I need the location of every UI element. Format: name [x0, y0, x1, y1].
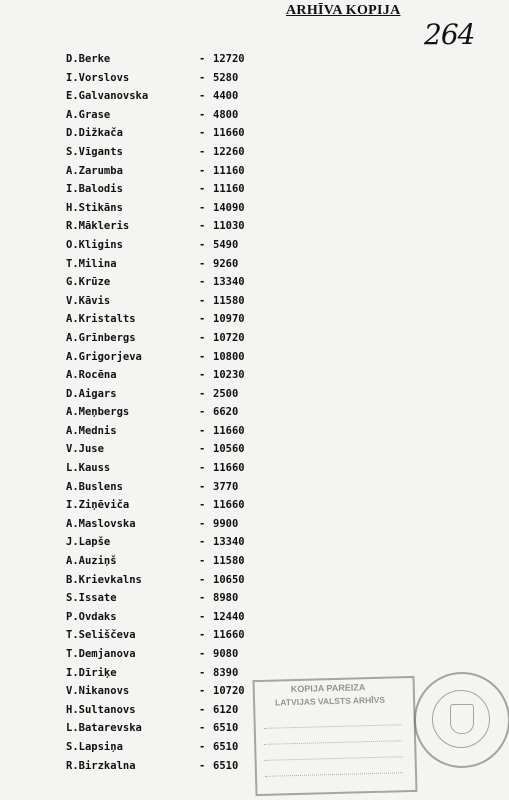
entry-amount: 14090	[213, 201, 245, 214]
entry-name: A.Grīnbergs	[66, 331, 136, 344]
entry-name: I.Balodis	[66, 183, 123, 196]
list-item	[66, 701, 266, 720]
entry-amount: 9260	[213, 257, 239, 270]
entry-amount: 13340	[213, 536, 245, 549]
list-item	[66, 87, 266, 106]
entry-dash: -	[199, 666, 206, 679]
entry-dash: -	[199, 573, 206, 586]
entry-dash: -	[199, 350, 206, 363]
entry-amount: 6510	[213, 740, 239, 753]
entry-dash: -	[199, 480, 206, 493]
entry-dash: -	[199, 555, 206, 568]
list-item	[66, 515, 266, 534]
entry-name: A.Grase	[66, 108, 111, 121]
entry-dash: -	[199, 592, 206, 605]
entry-amount: 12440	[213, 610, 245, 623]
entry-dash: -	[199, 331, 206, 344]
entry-name: V.Juse	[66, 443, 104, 456]
list-item	[66, 69, 266, 88]
list-item	[66, 496, 266, 515]
entry-dash: -	[199, 499, 206, 512]
list-item	[66, 682, 266, 701]
entry-amount: 11160	[213, 183, 245, 196]
stamp-field-line	[264, 714, 402, 729]
entry-amount: 10720	[213, 685, 245, 698]
round-seal-stamp	[414, 672, 509, 768]
list-item	[66, 50, 266, 69]
entry-name: D.Berke	[66, 53, 111, 65]
entry-name: D.Aigars	[66, 387, 117, 400]
seal-crest-icon	[450, 704, 474, 734]
entry-name: A.Mednis	[66, 424, 117, 437]
list-item	[66, 589, 266, 608]
entry-dash: -	[199, 629, 206, 642]
entry-dash: -	[199, 406, 206, 419]
entry-dash: -	[199, 276, 206, 289]
name-amount-list	[66, 50, 266, 775]
stamp-field-line	[265, 762, 403, 777]
list-item	[66, 533, 266, 552]
entry-name: S.Lapsiņa	[66, 740, 123, 753]
stamp-field-line	[264, 730, 402, 745]
entry-name: A.Maslovska	[66, 517, 136, 530]
list-item	[66, 440, 266, 459]
entry-dash: -	[199, 294, 206, 307]
entry-name: I.Vorslovs	[66, 71, 130, 84]
list-item	[66, 217, 266, 236]
entry-dash: -	[199, 722, 206, 735]
entry-amount: 11160	[213, 164, 245, 177]
stamp-line-archive-name: LATVIJAS VALSTS ARHĪVS	[274, 694, 386, 708]
entry-dash: -	[199, 369, 206, 382]
entry-amount: 4800	[213, 108, 239, 121]
entry-dash: -	[199, 313, 206, 326]
entry-name: R.Birzkalna	[66, 759, 136, 772]
entry-amount: 6120	[213, 703, 239, 716]
entry-name: T.Seliščeva	[66, 629, 136, 642]
entry-name: A.Meņbergs	[66, 406, 130, 419]
list-item	[66, 626, 266, 645]
list-item	[66, 162, 266, 181]
entry-name: I.Dīriķe	[66, 666, 117, 679]
list-item	[66, 329, 266, 348]
list-item	[66, 608, 266, 627]
entry-amount: 10800	[213, 350, 245, 363]
list-item	[66, 143, 266, 162]
entry-dash: -	[199, 387, 206, 400]
entry-dash: -	[199, 536, 206, 549]
entry-amount: 10560	[213, 443, 245, 456]
entry-dash: -	[199, 759, 206, 772]
entry-dash: -	[199, 610, 206, 623]
entry-name: A.Rocēna	[66, 369, 117, 382]
entry-amount: 10230	[213, 369, 245, 382]
entry-amount: 11660	[213, 462, 245, 475]
entry-name: G.Krūze	[66, 276, 111, 289]
list-item	[66, 273, 266, 292]
entry-amount: 11660	[213, 127, 245, 140]
list-item	[66, 366, 266, 385]
entry-name: A.Buslens	[66, 480, 123, 493]
entry-dash: -	[199, 238, 206, 251]
list-item	[66, 571, 266, 590]
list-item	[66, 478, 266, 497]
list-item	[66, 348, 266, 367]
archive-copy-header: ARHĪVA KOPIJA	[286, 3, 401, 18]
entry-name: V.Kāvis	[66, 294, 111, 307]
entry-amount: 11660	[213, 424, 245, 437]
entry-amount: 10720	[213, 331, 245, 344]
entry-name: V.Nikanovs	[66, 685, 130, 698]
list-item	[66, 199, 266, 218]
entry-dash: -	[199, 127, 206, 140]
entry-dash: -	[199, 424, 206, 437]
entry-name: I.Ziņēviča	[66, 499, 130, 512]
entry-dash: -	[199, 443, 206, 456]
entry-dash: -	[199, 164, 206, 177]
list-item	[66, 385, 266, 404]
entry-name: S.Issate	[66, 592, 117, 605]
list-item	[66, 180, 266, 199]
entry-dash: -	[199, 71, 206, 84]
list-item	[66, 106, 266, 125]
entry-amount: 11660	[213, 629, 245, 642]
page-folio-number: 264	[424, 18, 475, 51]
entry-name: S.Vīgants	[66, 145, 123, 158]
entry-dash: -	[199, 740, 206, 753]
entry-dash: -	[199, 685, 206, 698]
entry-dash: -	[199, 90, 206, 103]
entry-name: A.Auziņš	[66, 555, 117, 568]
entry-amount: 4400	[213, 90, 239, 103]
entry-amount: 12720	[213, 53, 245, 65]
entry-amount: 10650	[213, 573, 245, 586]
list-item	[66, 757, 266, 776]
entry-amount: 3770	[213, 480, 239, 493]
list-item	[66, 292, 266, 311]
list-item	[66, 255, 266, 274]
entry-dash: -	[199, 462, 206, 475]
list-item	[66, 664, 266, 683]
list-item	[66, 645, 266, 664]
entry-amount: 10970	[213, 313, 245, 326]
entry-amount: 6510	[213, 722, 239, 735]
list-item	[66, 719, 266, 738]
entry-dash: -	[199, 703, 206, 716]
entry-amount: 5490	[213, 238, 239, 251]
stamp-line-copy-correct: KOPIJA PAREIZA	[290, 682, 366, 695]
entry-amount: 9080	[213, 648, 239, 660]
entry-name: H.Sultanovs	[66, 703, 136, 716]
entry-name: D.Dižkača	[66, 127, 123, 140]
entry-dash: -	[199, 648, 206, 660]
list-item	[66, 738, 266, 757]
entry-amount: 8390	[213, 666, 239, 679]
entry-amount: 12260	[213, 145, 245, 158]
entry-name: A.Kristalts	[66, 313, 136, 326]
entry-name: O.Kligins	[66, 238, 123, 251]
list-item	[66, 459, 266, 478]
stamp-field-line	[264, 746, 402, 761]
entry-dash: -	[199, 145, 206, 158]
entry-dash: -	[199, 183, 206, 196]
entry-name: E.Galvanovska	[66, 90, 149, 103]
entry-name: A.Zarumba	[66, 164, 123, 177]
list-item	[66, 124, 266, 143]
entry-name: P.Ovdaks	[66, 610, 117, 623]
entry-dash: -	[199, 53, 206, 65]
archive-copy-stamp	[253, 676, 418, 796]
entry-name: A.Grigorjeva	[66, 350, 142, 363]
entry-amount: 13340	[213, 276, 245, 289]
entry-name: T.Demjanova	[66, 648, 136, 660]
entry-name: T.Milina	[66, 257, 117, 270]
entry-amount: 8980	[213, 592, 239, 605]
entry-dash: -	[199, 220, 206, 233]
entry-amount: 6510	[213, 759, 239, 772]
entry-amount: 11580	[213, 555, 245, 568]
list-item	[66, 422, 266, 441]
entry-dash: -	[199, 108, 206, 121]
entry-name: L.Kauss	[66, 462, 111, 475]
entry-name: B.Krievkalns	[66, 573, 142, 586]
entry-dash: -	[199, 257, 206, 270]
entry-amount: 11030	[213, 220, 245, 233]
entry-amount: 9900	[213, 517, 239, 530]
entry-name: H.Stikāns	[66, 201, 123, 214]
list-item	[66, 403, 266, 422]
entry-amount: 6620	[213, 406, 239, 419]
entry-amount: 2500	[213, 387, 239, 400]
entry-name: R.Mākleris	[66, 220, 130, 233]
entry-name: L.Batarevska	[66, 722, 142, 735]
list-item	[66, 552, 266, 571]
entry-amount: 11660	[213, 499, 245, 512]
list-item	[66, 310, 266, 329]
entry-amount: 11580	[213, 294, 245, 307]
entry-dash: -	[199, 517, 206, 530]
entry-name: J.Lapše	[66, 536, 111, 549]
list-item	[66, 236, 266, 255]
entry-dash: -	[199, 201, 206, 214]
entry-amount: 5280	[213, 71, 239, 84]
